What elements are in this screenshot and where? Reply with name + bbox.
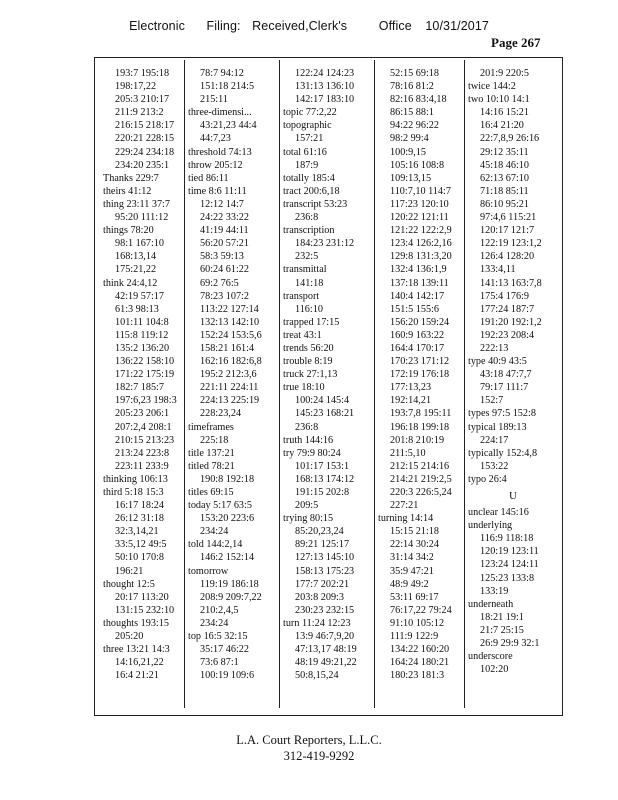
index-reference-line: 208:9 209:7,22 (200, 591, 262, 603)
index-reference-line: 123:24 124:11 (480, 559, 539, 571)
index-reference-line: 79:17 111:7 (480, 382, 529, 394)
index-reference-line: 141:18 (295, 277, 324, 289)
index-reference-line: 157:21 (295, 133, 324, 145)
index-reference-line: 129:8 131:3,20 (390, 251, 452, 263)
index-reference-line: 101:11 104:8 (115, 316, 169, 328)
index-reference-line: 152:7 (480, 395, 504, 407)
index-reference-line: 145:23 168:21 (295, 408, 355, 420)
index-reference-line: 210:15 213:23 (115, 434, 175, 446)
index-reference-line: 171:22 175:19 (115, 369, 175, 381)
index-term-entry: three-dimensi... (188, 107, 252, 119)
index-reference-line: 193:7,8 195:11 (390, 408, 452, 420)
index-reference-line: 120:19 123:11 (480, 546, 539, 558)
index-term-entry: today 5:17 63:5 (188, 500, 252, 512)
index-reference-line: 122:24 124:23 (295, 68, 355, 79)
index-reference-line: 232:5 (295, 251, 319, 263)
index-reference-line: 100:19 109:6 (200, 670, 255, 682)
index-column-5 (468, 67, 558, 707)
index-reference-line: 222:13 (480, 342, 509, 354)
index-reference-line: 132:4 136:1,9 (390, 264, 447, 276)
index-reference-line: 158:21 161:4 (200, 342, 255, 354)
index-term-entry: transcript 53:23 (283, 198, 348, 210)
index-reference-line: 121:22 122:2,9 (390, 225, 452, 237)
index-reference-line: 223:11 233:9 (115, 460, 169, 472)
index-reference-line: 193:7 195:18 (115, 68, 170, 79)
index-column-4 (378, 67, 468, 707)
index-reference-line: 16:4 21:20 (480, 120, 524, 132)
index-reference-line: 216:15 218:17 (115, 120, 175, 132)
index-reference-line: 44:7,23 (200, 133, 231, 145)
index-reference-line: 116:9 118:18 (480, 533, 534, 545)
index-term-entry: top 16:5 32:15 (188, 631, 248, 643)
index-reference-line: 48:19 49:21,22 (295, 657, 357, 669)
index-reference-line: 89:21 125:17 (295, 539, 350, 551)
index-reference-line: 227:21 (390, 500, 419, 512)
index-term-entry: thinking 106:13 (103, 473, 168, 485)
index-reference-line: 15:15 21:18 (390, 526, 439, 538)
index-reference-line: 86:15 88:1 (390, 107, 434, 119)
index-reference-line: 160:9 163:22 (390, 329, 445, 341)
index-reference-line: 110:7,10 114:7 (390, 185, 451, 197)
index-reference-line: 131:15 232:10 (115, 604, 175, 616)
index-reference-line: 26:12 31:18 (115, 513, 164, 525)
index-reference-line: 175:21,22 (115, 264, 157, 276)
index-reference-line: 42:19 57:17 (115, 290, 164, 302)
index-term-entry: trapped 17:15 (283, 316, 340, 328)
index-reference-line: 120:22 121:11 (390, 212, 449, 224)
index-reference-line: 195:2 212:3,6 (200, 369, 257, 381)
index-term-entry: trends 56:20 (283, 342, 334, 354)
index-reference-line: 48:9 49:2 (390, 578, 429, 590)
index-reference-line: 100:24 145:4 (295, 395, 350, 407)
index-reference-line: 136:22 158:10 (115, 356, 175, 368)
index-reference-line: 230:23 232:15 (295, 604, 355, 616)
index-term-entry: try 79:9 80:24 (283, 447, 341, 459)
index-reference-line: 177:24 187:7 (480, 303, 535, 315)
index-reference-line: 122:19 123:1,2 (480, 238, 542, 250)
index-term-entry: underscore (468, 651, 513, 663)
index-reference-line: 24:22 33:22 (200, 212, 249, 224)
index-reference-line: 47:13,17 48:19 (295, 644, 357, 656)
index-reference-line: 175:4 176:9 (480, 290, 529, 302)
index-reference-line: 95:20 111:12 (115, 212, 169, 224)
index-reference-line: 221:11 224:11 (200, 382, 259, 394)
index-term-entry: underlying (468, 520, 513, 532)
index-reference-line: 12:12 14:7 (200, 198, 244, 210)
index-term-entry: trying 80:15 (283, 513, 334, 525)
index-term-entry: underneath (468, 598, 514, 610)
index-reference-line: 234:24 (200, 526, 229, 538)
index-reference-line: 212:15 214:16 (390, 460, 450, 472)
index-term-entry: things 78:20 (103, 225, 154, 237)
index-reference-line: 41:19 44:11 (200, 225, 249, 237)
index-reference-line: 201:8 210:19 (390, 434, 445, 446)
index-reference-line: 117:23 120:10 (390, 198, 449, 210)
index-reference-line: 86:10 95:21 (480, 198, 529, 210)
index-term-entry: told 144:2,14 (188, 539, 243, 551)
index-reference-line: 61:3 98:13 (115, 303, 159, 315)
index-term-entry: titles 69:15 (188, 487, 234, 498)
index-reference-line: 182:7 185:7 (115, 382, 164, 394)
index-reference-line: 192:14,21 (390, 395, 432, 407)
index-reference-line: 133:19 (480, 585, 509, 597)
index-reference-line: 35:17 46:22 (200, 644, 249, 656)
index-reference-line: 177:13,23 (390, 382, 432, 394)
index-term-entry: twice 144:2 (468, 81, 516, 93)
index-reference-line: 196:18 199:18 (390, 421, 450, 433)
index-reference-line: 209:5 (295, 500, 319, 512)
index-reference-line: 85:20,23,24 (295, 526, 344, 538)
index-reference-line: 73:6 87:1 (200, 657, 239, 669)
index-reference-line: 105:16 108:8 (390, 159, 445, 171)
index-reference-line: 224:13 225:19 (200, 395, 260, 407)
index-term-entry: transcription (283, 225, 335, 237)
index-reference-line: 78:7 94:12 (200, 68, 244, 79)
index-reference-line: 13:9 46:7,9,20 (295, 631, 355, 643)
index-reference-line: 164:24 180:21 (390, 657, 450, 669)
index-column-3 (283, 67, 373, 707)
index-reference-line: 153:20 223:6 (200, 513, 255, 525)
index-reference-line: 98:2 99:4 (390, 133, 429, 145)
index-reference-line: 211:5,10 (390, 447, 426, 459)
index-reference-line: 135:2 136:20 (115, 342, 170, 354)
index-term-entry: topographic (283, 120, 332, 132)
index-reference-line: 213:24 223:8 (115, 447, 170, 459)
index-reference-line: 187:9 (295, 159, 319, 171)
index-term-entry: typically 152:4,8 (468, 447, 538, 459)
index-reference-line: 45:18 46:10 (480, 159, 529, 171)
index-reference-line: 100:9,15 (390, 146, 426, 158)
index-reference-line: 43:21,23 44:4 (200, 120, 257, 132)
index-reference-line: 78:16 81:2 (390, 81, 434, 93)
index-reference-line: 224:17 (480, 434, 509, 446)
index-reference-line: 32:3,14,21 (115, 526, 159, 538)
index-reference-line: 20:17 113:20 (115, 591, 169, 603)
index-reference-line: 197:6,23 198:3 (115, 395, 177, 407)
index-reference-line: 50:10 170:8 (115, 552, 164, 564)
header-electronic: Electronic (129, 19, 185, 33)
index-reference-line: 116:10 (295, 303, 323, 315)
index-reference-line: 158:13 175:23 (295, 565, 355, 577)
index-term-entry: third 5:18 15:3 (103, 487, 164, 498)
index-term-entry: throw 205:12 (188, 159, 243, 171)
index-reference-line: 134:22 160:20 (390, 644, 450, 656)
index-reference-line: 184:23 231:12 (295, 238, 355, 250)
index-reference-line: 123:4 126:2,16 (390, 238, 452, 250)
index-reference-line: 58:3 59:13 (200, 251, 244, 263)
header-office: Office (378, 19, 412, 33)
index-term-entry: time 8:6 11:11 (188, 185, 247, 197)
page-number: Page 267 (491, 35, 541, 50)
index-reference-line: 156:20 159:24 (390, 316, 450, 328)
index-reference-line: 31:14 34:2 (390, 552, 434, 564)
index-term-entry: thing 23:11 37:7 (103, 198, 170, 210)
index-reference-line: 18:21 19:1 (480, 611, 524, 623)
index-term-entry: total 61:16 (283, 146, 327, 158)
index-term-entry: typical 189:13 (468, 421, 527, 433)
index-term-entry: typo 26:4 (468, 473, 507, 485)
index-reference-line: 191:20 192:1,2 (480, 316, 542, 328)
index-reference-line: 78:23 107:2 (200, 290, 249, 302)
index-reference-line: 35:9 47:21 (390, 565, 434, 577)
index-reference-line: 76:17,22 79:24 (390, 604, 452, 616)
index-term-entry: turning 14:14 (378, 513, 434, 525)
index-term-entry: turn 11:24 12:23 (283, 617, 351, 629)
index-reference-line: 21:7 25:15 (480, 624, 524, 636)
index-reference-line: 152:24 153:5,6 (200, 329, 262, 341)
index-reference-line: 22:7,8,9 26:16 (480, 133, 540, 145)
index-reference-line: 220:21 228:15 (115, 133, 175, 145)
index-reference-line: 215:11 (200, 94, 228, 106)
index-reference-line: 137:18 139:11 (390, 277, 449, 289)
index-reference-line: 69:2 76:5 (200, 277, 239, 289)
index-reference-line: 236:8 (295, 212, 319, 224)
index-term-entry: tract 200:6,18 (283, 185, 340, 197)
index-reference-line: 201:9 220:5 (480, 68, 529, 79)
index-reference-line: 101:17 153:1 (295, 460, 350, 472)
index-reference-line: 205:3 210:17 (115, 94, 170, 106)
index-reference-line: 153:22 (480, 460, 509, 472)
index-reference-line: 192:23 208:4 (480, 329, 535, 341)
index-reference-line: 82:16 83:4,18 (390, 94, 447, 106)
index-reference-line: 177:7 202:21 (295, 578, 350, 590)
index-reference-line: 151:5 155:6 (390, 303, 439, 315)
index-reference-line: 120:17 121:7 (480, 225, 535, 237)
index-term-entry: topic 77:2,22 (283, 107, 337, 119)
index-reference-line: 146:2 152:14 (200, 552, 255, 564)
index-reference-line: 141:13 163:7,8 (480, 277, 542, 289)
index-reference-line: 140:4 142:17 (390, 290, 445, 302)
index-reference-line: 111:9 122:9 (390, 631, 439, 643)
index-reference-line: 191:15 202:8 (295, 487, 350, 498)
index-reference-line: 225:18 (200, 434, 229, 446)
index-reference-line: 151:18 214:5 (200, 81, 255, 93)
index-reference-line: 210:2,4,5 (200, 604, 239, 616)
column-divider (464, 60, 465, 708)
index-reference-line: 198:17,22 (115, 81, 157, 93)
index-reference-line: 50:8,15,24 (295, 670, 339, 682)
index-reference-line: 14:16 15:21 (480, 107, 529, 119)
index-reference-line: 211:9 213:2 (115, 107, 164, 119)
index-reference-line: 126:4 128:20 (480, 251, 535, 263)
header-date: 10/31/2017 (425, 19, 489, 33)
index-reference-line: 132:13 142:10 (200, 316, 260, 328)
index-term-entry: titled 78:21 (188, 460, 235, 472)
index-term-entry: types 97:5 152:8 (468, 408, 536, 420)
index-reference-line: 228:23,24 (200, 408, 242, 420)
column-divider (374, 60, 375, 708)
index-term-entry: totally 185:4 (283, 172, 335, 184)
index-reference-line: 71:18 85:11 (480, 185, 529, 197)
index-reference-line: 127:13 145:10 (295, 552, 355, 564)
index-reference-line: 234:24 (200, 617, 229, 629)
index-term-entry: transport (283, 290, 320, 302)
index-term-entry: transmittal (283, 264, 327, 276)
index-term-entry: tied 86:11 (188, 172, 229, 184)
index-reference-line: 16:4 21:21 (115, 670, 159, 682)
index-term-entry: thoughts 193:15 (103, 617, 169, 629)
index-reference-line: 133:4,11 (480, 264, 516, 276)
index-term-entry: theirs 41:12 (103, 185, 152, 197)
index-reference-line: 16:17 18:24 (115, 500, 164, 512)
index-term-entry: think 24:4,12 (103, 277, 158, 289)
index-reference-line: 168:13,14 (115, 251, 157, 263)
index-term-entry: title 137:21 (188, 447, 235, 459)
footer-company: L.A. Court Reporters, L.L.C. (236, 733, 382, 747)
index-reference-line: 53:11 69:17 (390, 591, 439, 603)
index-reference-line: 203:8 209:3 (295, 591, 344, 603)
index-term-entry: threshold 74:13 (188, 146, 252, 158)
index-reference-line: 190:8 192:18 (200, 473, 255, 485)
index-reference-line: 131:13 136:10 (295, 81, 355, 93)
index-reference-line: 102:20 (480, 664, 509, 676)
index-term-entry: type 40:9 43:5 (468, 356, 527, 368)
index-reference-line: 170:23 171:12 (390, 356, 450, 368)
index-reference-line: 168:13 174:12 (295, 473, 355, 485)
index-reference-line: 164:4 170:17 (390, 342, 445, 354)
index-term-entry: treat 43:1 (283, 329, 322, 341)
index-term-entry: trouble 8:19 (283, 356, 333, 368)
index-term-entry: Thanks 229:7 (103, 172, 159, 184)
index-column-1 (103, 67, 193, 707)
column-divider (184, 60, 185, 708)
index-reference-line: 22:14 30:24 (390, 539, 439, 551)
index-term-entry: thought 12:5 (103, 578, 155, 590)
index-reference-line: 236:8 (295, 421, 319, 433)
index-reference-line: 97:4,6 115:21 (480, 212, 537, 224)
index-reference-line: 207:2,4 208:1 (115, 421, 172, 433)
index-term-entry: unclear 145:16 (468, 507, 529, 519)
letter-section-heading: U (509, 490, 517, 502)
index-term-entry: two 10:10 14:1 (468, 94, 530, 106)
index-reference-line: 214:21 219:2,5 (390, 473, 452, 485)
index-term-entry: three 13:21 14:3 (103, 644, 170, 656)
index-reference-line: 43:18 47:7,7 (480, 369, 532, 381)
index-term-entry: true 18:10 (283, 382, 325, 394)
index-reference-line: 62:13 67:10 (480, 172, 529, 184)
index-term-entry: timeframes (188, 421, 234, 433)
index-reference-line: 109:13,15 (390, 172, 432, 184)
index-column-2 (188, 67, 278, 707)
word-index-table (94, 57, 563, 716)
index-reference-line: 94:22 96:22 (390, 120, 439, 132)
index-reference-line: 180:23 181:3 (390, 670, 445, 682)
index-reference-line: 26:9 29:9 32:1 (480, 638, 540, 650)
index-term-entry: tomorrow (188, 565, 229, 577)
index-term-entry: truck 27:1,13 (283, 369, 338, 381)
index-reference-line: 60:24 61:22 (200, 264, 249, 276)
index-reference-line: 172:19 176:18 (390, 369, 450, 381)
index-term-entry: truth 144:16 (283, 434, 334, 446)
index-reference-line: 14:16,21,22 (115, 657, 164, 669)
filing-header (0, 19, 618, 33)
index-reference-line: 125:23 133:8 (480, 572, 535, 584)
index-reference-line: 196:21 (115, 565, 144, 577)
index-reference-line: 33:5,12 49:5 (115, 539, 167, 551)
index-reference-line: 162:16 182:6,8 (200, 356, 262, 368)
footer-phone: 312-419-9292 (283, 749, 355, 763)
header-filing: Filing: (206, 19, 241, 33)
index-reference-line: 205:20 (115, 631, 144, 643)
column-divider (279, 60, 280, 708)
index-reference-line: 229:24 234:18 (115, 146, 175, 158)
index-reference-line: 113:22 127:14 (200, 303, 259, 315)
index-reference-line: 142:17 183:10 (295, 94, 355, 106)
header-received: Received,Clerk's (252, 19, 348, 33)
index-reference-line: 91:10 105:12 (390, 617, 445, 629)
index-reference-line: 205:23 206:1 (115, 408, 170, 420)
index-reference-line: 98:1 167:10 (115, 238, 164, 250)
index-reference-line: 234:20 235:1 (115, 159, 170, 171)
index-reference-line: 56:20 57:21 (200, 238, 249, 250)
index-reference-line: 119:19 186:18 (200, 578, 259, 590)
index-reference-line: 220:3 226:5,24 (390, 487, 452, 498)
index-reference-line: 115:8 119:12 (115, 329, 169, 341)
index-reference-line: 29:12 35:11 (480, 146, 529, 158)
index-reference-line: 52:15 69:18 (390, 68, 439, 79)
